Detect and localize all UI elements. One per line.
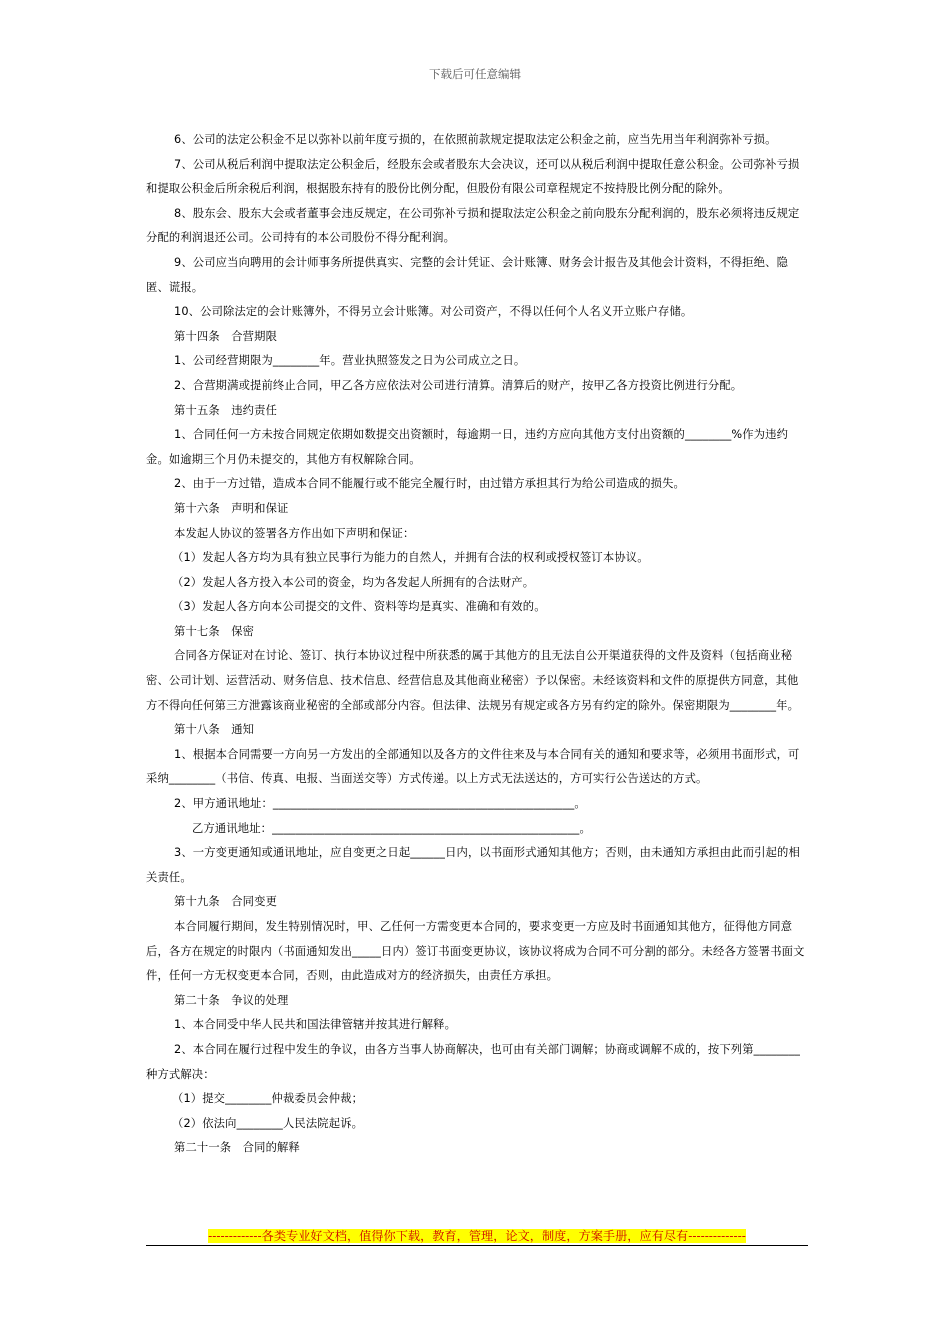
paragraph: 8、股东会、股东大会或者董事会违反规定，在公司弥补亏损和提取法定公积金之前向股东分配利润的，股东必须将违反规定分配的利润退还公司。公司持有的本公司股份不得分配利润。 xyxy=(146,206,800,245)
list-item: （1）发起人各方均为具有独立民事行为能力的自然人，并拥有合法的权利或授权签订本协议。 xyxy=(172,551,649,565)
paragraph: 9、公司应当向聘用的会计师事务所提供真实、完整的会计凭证、会计账簿、财务会计报告及其他会计资料，不得拒绝、隐匿、谎报。 xyxy=(146,255,789,294)
list-item: （3）发起人各方向本公司提交的文件、资料等均是真实、准确和有效的。 xyxy=(172,600,546,614)
paragraph: 2、本合同在履行过程中发生的争议，由各方当事人协商解决，也可由有关部门调解；协商或调解不成的，按下列第________种方式解决： xyxy=(146,1042,801,1081)
paragraph: 合同各方保证对在讨论、签订、执行本协议过程中所获悉的属于其他方的且无法自公开渠道获得的文件及资料（包括商业秘密、公司计划、运营活动、财务信息、技术信息、经营信息及其他商业秘密）予以保密。未经该资料和文件的原提供方同意，其他方不得向任何第三方泄露该商业秘密的全部或部分内容。但法律、法规另有规定或各方另有约定的除外。保密期限为________年。 xyxy=(146,649,800,712)
section-heading: 第十八条 通知 xyxy=(174,723,255,737)
paragraph: 本发起人协议的签署各方作出如下声明和保证： xyxy=(174,526,415,540)
section-heading: 第十七条 保密 xyxy=(174,624,255,638)
paragraph: 1、合同任何一方未按合同规定依期如数提交出资额时，每逾期一日，违约方应向其他方支付出资额的________%作为违约金。如逾期三个月仍未提交的，其他方有权解除合同。 xyxy=(146,428,789,466)
list-item: （2）发起人各方投入本公司的资金，均为各发起人所拥有的合法财产。 xyxy=(172,575,535,589)
document-body xyxy=(146,128,808,1161)
section-heading: 第十六条 声明和保证 xyxy=(174,501,289,515)
paragraph: 1、本合同受中华人民共和国法律管辖并按其进行解释。 xyxy=(174,1018,457,1032)
section-heading: 第十九条 合同变更 xyxy=(174,895,278,909)
paragraph: 1、根据本合同需要一方向另一方发出的全部通知以及各方的文件往来及与本合同有关的通知和要求等，必须用书面形式，可采纳________（书信、传真、电报、当面送交等）方式传递。以上方式无法送达的，方可实行公告送达的方式。 xyxy=(146,747,800,786)
page-header: 下载后可任意编辑 xyxy=(429,67,521,81)
paragraph: 本合同履行期间，发生特别情况时，甲、乙任何一方需变更本合同的，要求变更一方应及时书面通知其他方，征得他方同意后，各方在规定的时限内（书面通知发出_____日内）签订书面变更协议，该协议将成为合同不可分割的部分。未经各方签署书面文件，任何一方无权变更本合同，否则，由此造成对方的经济损失，由责任方承担。 xyxy=(146,920,805,983)
paragraph: 3、一方变更通知或通讯地址，应自变更之日起______日内，以书面形式通知其他方；否则，由未通知方承担由此而引起的相关责任。 xyxy=(146,846,800,884)
section-heading: 第十四条 合营期限 xyxy=(174,329,278,343)
list-item: （2）依法向________人民法院起诉。 xyxy=(172,1116,364,1130)
paragraph: 2、由于一方过错，造成本合同不能履行或不能完全履行时，由过错方承担其行为给公司造成的损失。 xyxy=(174,477,686,491)
section-heading: 第二十条 争议的处理 xyxy=(174,993,289,1007)
paragraph: 2、合营期满或提前终止合同，甲乙各方应依法对公司进行清算。清算后的财产，按甲乙各方投资比例进行分配。 xyxy=(174,378,743,392)
footer-divider xyxy=(146,1245,808,1246)
list-item: （1）提交________仲裁委员会仲裁； xyxy=(172,1092,364,1106)
paragraph: 6、公司的法定公积金不足以弥补以前年度亏损的，在依照前款规定提取法定公积金之前，应当先用当年利润弥补亏损。 xyxy=(174,133,777,146)
paragraph: 1、公司经营期限为________年。营业执照签发之日为公司成立之日。 xyxy=(174,354,526,368)
paragraph: 2、甲方通讯地址：____________________________________________________。 xyxy=(174,797,586,811)
section-heading: 第十五条 违约责任 xyxy=(174,403,278,417)
paragraph: 乙方通讯地址：_____________________________________________________。 xyxy=(192,821,591,835)
paragraph: 7、公司从税后利润中提取法定公积金后，经股东会或者股东大会决议，还可以从税后利润中提取任意公积金。公司弥补亏损和提取公积金后所余税后利润，根据股东持有的股份比例分配，但股份有限公司章程规定不按持股比例分配的除外。 xyxy=(146,157,800,196)
page-footer-banner xyxy=(146,1228,808,1244)
paragraph: 10、公司除法定的会计账簿外，不得另立会计账簿。对公司资产，不得以任何个人名义开立账户存储。 xyxy=(174,305,693,319)
section-heading: 第二十一条 合同的解释 xyxy=(174,1141,300,1155)
footer-text: -------------各类专业好文档，值得你下载，教育，管理，论文，制度，方案手册，应有尽有-------------- xyxy=(208,1229,746,1243)
